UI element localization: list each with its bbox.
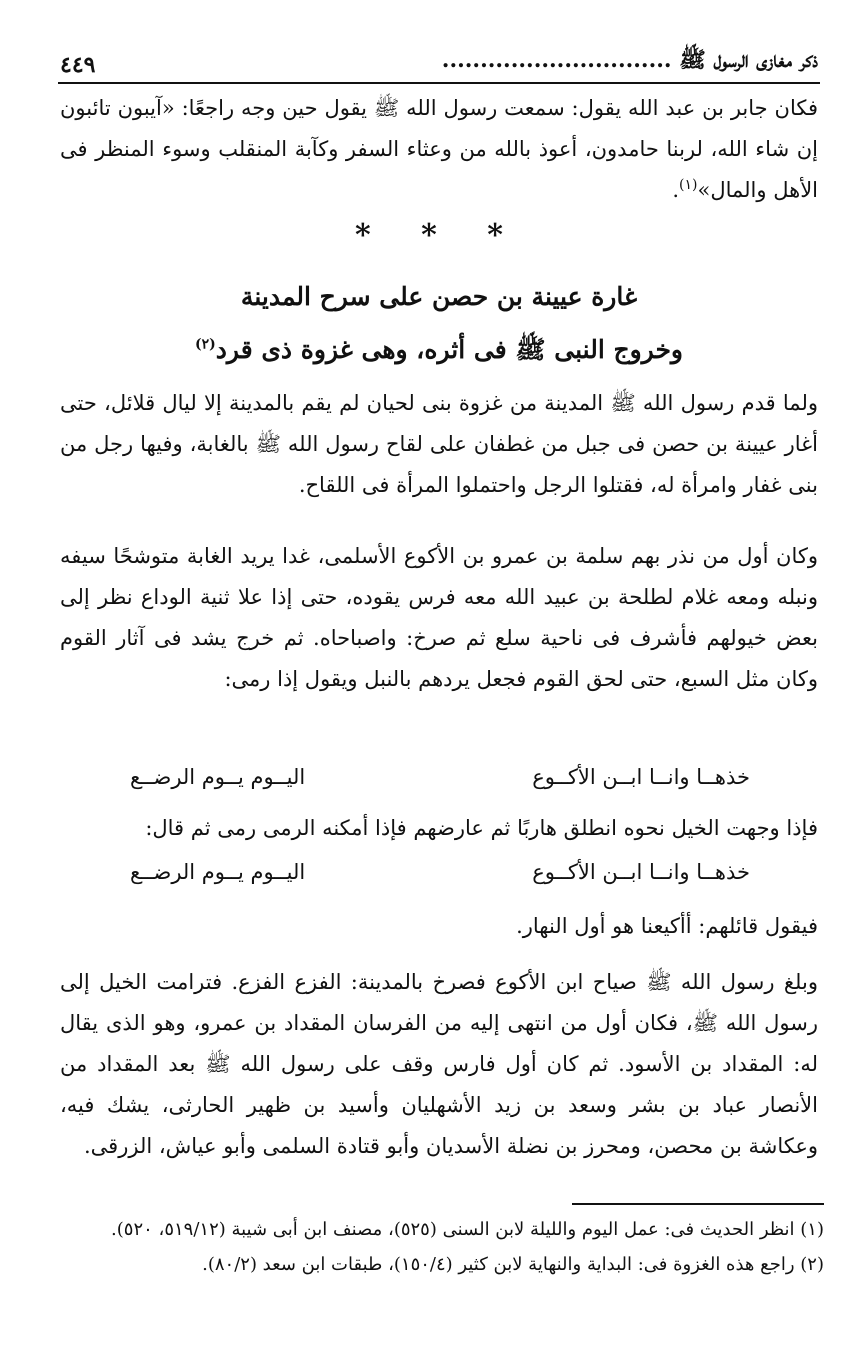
section-title-line-2 (60, 334, 818, 371)
paragraph-2: وكان أول من نذر بهم سلمة بن عمرو بن الأكوع الأسلمى، غدا يريد الغابة متوشحًا سيفه ونبله ومعه غلام لطلحة بن عبيد الله معه فرس يقوده، حتى إذا علا ثنية الوداع نظر إلى بعض خيولهم فأشرف فى ناحية سلع ثم صرخ: واصباحاه. ثم خرج يشد فى آثار القوم وكان مثل السبع، حتى لحق القوم فجعل يردهم بالنبل ويقول إذا رمى: (60, 544, 818, 691)
section-title-text: وخروج النبى ﷺ فى أثره، وهى غزوة ذى قرد (215, 335, 683, 364)
footnote-1: (١) انظر الحديث فى: عمل اليوم والليلة لابن السنى (٥٢٥)، مصنف ابن أبى شيبة (٥١٩/١٢، ٥٢٠). (111, 1219, 824, 1240)
header-rule (58, 82, 820, 84)
narration-line-2: فيقول قائلهم: أأكيعنا هو أول النهار. (516, 914, 818, 938)
paragraph-3: وبلغ رسول الله ﷺ صياح ابن الأكوع فصرخ بالمدينة: الفزع الفزع. فترامت الخيل إلى رسول الله ﷺ، فكان أول من انتهى إليه من الفرسان المقداد بن عمرو، وهو الذى يقال له: المقداد بن الأسود. ثم كان أول فارس وقف على رسول الله ﷺ بعد المقداد من الأنصار عباد بن بشر وسعد بن زيد الأشهليان وأسيد بن ظهير الحارثى، يشك فيه، وعكاشة بن محصن، ومحرز بن نضلة الأسديان وأبو قتادة السلمى وأبو عياش، الزرقى. (60, 970, 818, 1158)
section-title-line-1: غارة عيينة بن حصن على سرح المدينة (240, 282, 638, 311)
verse-hemistich-second: اليــوم يــوم الرضــع (130, 765, 306, 789)
verse-line-2 (130, 860, 750, 900)
verse-hemistich-first: خذهــا وانــا ابــن الأكــوع (532, 860, 750, 884)
section-separator: * * * (355, 218, 523, 253)
footnote-2: (٢) راجع هذه الغزوة فى: البداية والنهاية لابن كثير (١٥٠/٤)، طبقات ابن سعد (٨٠/٢). (202, 1254, 824, 1275)
intro-text: فكان جابر بن عبد الله يقول: سمعت رسول الله ﷺ يقول حين وجه راجعًا: «آيبون تائبون إن شاء الله، لربنا حامدون، أعوذ بالله من وعثاء السفر وكآبة المنقلب وسوء المنظر فى الأهل والمال» (60, 96, 818, 202)
intro-paragraph: فكان جابر بن عبد الله يقول: سمعت رسول الله ﷺ يقول حين وجه راجعًا: «آيبون تائبون إن شاء الله، لربنا حامدون، أعوذ بالله من وعثاء السفر وكآبة المنقلب وسوء المنظر فى الأهل والمال»$^{(١)}$. (60, 96, 818, 202)
verse-line-1 (130, 765, 750, 805)
footnotes (60, 1212, 824, 1282)
narration-line-1: فإذا وجهت الخيل نحوه انطلق هاربًا ثم عارضهم فإذا أمكنه الرمى رمى ثم قال: (145, 816, 818, 840)
footnote-rule (572, 1203, 824, 1205)
verse-hemistich-first: خذهــا وانــا ابــن الأكــوع (532, 765, 750, 789)
running-header (60, 38, 818, 78)
header-title: ذكر مغازى الرسول ﷺ .............................. (441, 47, 818, 73)
footnote-ref-1: (١) (679, 177, 698, 193)
page-number: ٤٤٩ (60, 52, 96, 78)
verse-hemistich-second: اليــوم يــوم الرضــع (130, 860, 306, 884)
paragraph-1: ولما قدم رسول الله ﷺ المدينة من غزوة بنى لحيان لم يقم بالمدينة إلا ليال قلائل، حتى أغار عيينة بن حصن فى جبل من غطفان على لقاح رسول الله ﷺ بالغابة، وفيها رجل من بنى غفار وامرأة له، فقتلوا الرجل واحتملوا المرأة فى اللقاح. (60, 391, 818, 497)
footnote-ref-2: (٢) (195, 336, 216, 353)
